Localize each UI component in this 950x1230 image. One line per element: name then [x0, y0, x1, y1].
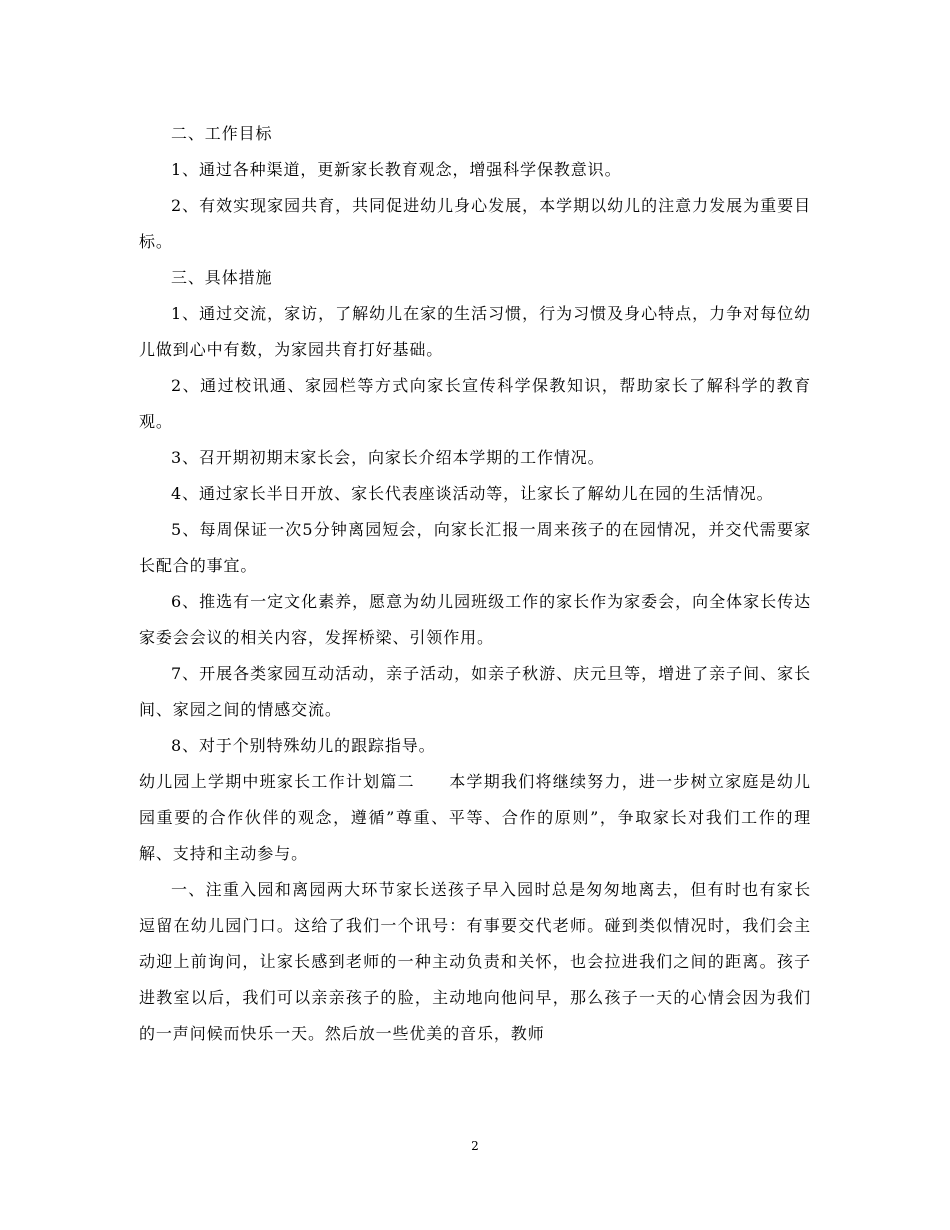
paragraph: 4、通过家长半日开放、家长代表座谈活动等，让家长了解幼儿在园的生活情况。	[171, 484, 774, 503]
paragraph: 7、开展各类家园互动活动，亲子活动，如亲子秋游、庆元旦等，增进了亲子间、家长间、家园之间的情感交流。	[139, 664, 811, 719]
paragraph: 3、召开期初期末家长会，向家长介绍本学期的工作情况。	[171, 448, 605, 467]
paragraph: 6、推选有一定文化素养，愿意为幼儿园班级工作的家长作为家委会，向全体家长传达家委会会议的相关内容，发挥桥梁、引领作用。	[139, 592, 811, 647]
paragraph: 2、有效实现家园共育，共同促进幼儿身心发展，本学期以幼儿的注意力发展为重要目标。	[139, 196, 811, 251]
paragraph: 1、通过交流，家访，了解幼儿在家的生活习惯，行为习惯及身心特点，力争对每位幼儿做到心中有数，为家园共育打好基础。	[139, 304, 811, 359]
section-heading-paragraph: 幼儿园上学期中班家长工作计划篇二 本学期我们将继续努力，进一步树立家庭是幼儿园重要的合作伙伴的观念，遵循”尊重、平等、合作的原则”，争取家长对我们工作的理解、支持和主动参与。	[139, 772, 811, 863]
paragraph: 一、注重入园和离园两大环节家长送孩子早入园时总是匆匆地离去，但有时也有家长逗留在幼儿园门口。这给了我们一个讯号：有事要交代老师。碰到类似情况时，我们会主动迎上前询问，让家长感到老师的一种主动负责和关怀，也会拉进我们之间的距离。孩子进教室以后，我们可以亲亲孩子的脸，主动地向他问早，那么孩子一天的心情会因为我们的一声问候而快乐一天。然后放一些优美的音乐，教师	[139, 880, 811, 1043]
paragraph: 三、具体措施	[171, 268, 273, 287]
paragraph: 1、通过各种渠道，更新家长教育观念，增强科学保教意识。	[171, 160, 622, 179]
paragraph: 二、工作目标	[171, 124, 273, 143]
paragraph: 8、对于个别特殊幼儿的跟踪指导。	[171, 736, 436, 755]
page-number: 2	[471, 1139, 479, 1153]
paragraph: 5、每周保证一次5分钟离园短会，向家长汇报一周来孩子的在园情况，并交代需要家长配合的事宜。	[139, 520, 811, 575]
paragraph: 2、通过校讯通、家园栏等方式向家长宣传科学保教知识，帮助家长了解科学的教育观。	[139, 376, 811, 431]
document-body	[139, 116, 811, 1052]
